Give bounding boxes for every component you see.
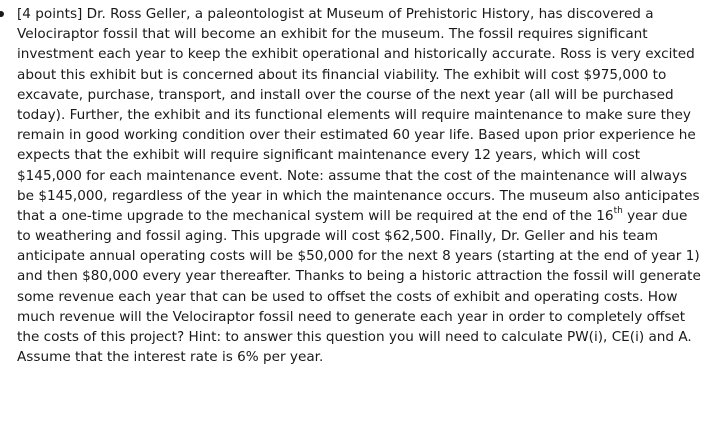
text-line: much revenue will the Velociraptor fossil need to generate each year in order to completely offset [17,308,686,325]
text-line: investment each year to keep the exhibit operational and historically accurate. Ross is very excited [17,46,695,63]
text-line: be $145,000, regardless of the year in which the maintenance occurs. The museum also anticipates [17,187,700,204]
text-line: anticipate annual operating costs will be $50,000 for the next 8 years (starting at the end of year 1) [17,248,700,265]
text-line: excavate, purchase, transport, and install over the course of the next year (all will be purchased [17,86,674,103]
text-line: expects that the exhibit will require significant maintenance every 12 years, which will cost [17,147,641,164]
problem-text [17,0,701,367]
text-line: remain in good working condition over their estimated 60 year life. Based upon prior experience he [17,127,696,144]
text-segment: that a one-time upgrade to the mechanical system will be required at the end of the 16 [17,207,614,224]
text-line: today). Further, the exhibit and its functional elements will require maintenance to make sure they [17,106,691,123]
text-line: $145,000 for each maintenance event. Note: assume that the cost of the maintenance will always [17,167,688,184]
bullet-icon [0,11,4,17]
text-line: and then $80,000 every year thereafter. Thanks to being a historic attraction the fossil will generate [17,268,701,285]
text-line: to weathering and fossil aging. This upgrade will cost $62,500. Finally, Dr. Geller and his team [17,228,658,245]
text-line: [4 points] Dr. Ross Geller, a paleontologist at Museum of Prehistoric History, has discovered a [17,6,654,22]
text-line: about this exhibit but is concerned about its financial viability. The exhibit will cost $975,000 to [17,66,667,83]
text-line: Assume that the interest rate is 6% per year. [17,349,324,366]
ordinal-superscript: th [613,206,623,217]
text-line: Velociraptor fossil that will become an exhibit for the museum. The fossil requires significant [17,26,648,43]
text-segment: year due [622,207,688,224]
text-line: the costs of this project? Hint: to answer this question you will need to calculate PW(i), CE(i) and A. [17,329,692,345]
text-line: some revenue each year that can be used to offset the costs of exhibit and operating costs. How [17,288,678,305]
text-line [17,206,697,226]
